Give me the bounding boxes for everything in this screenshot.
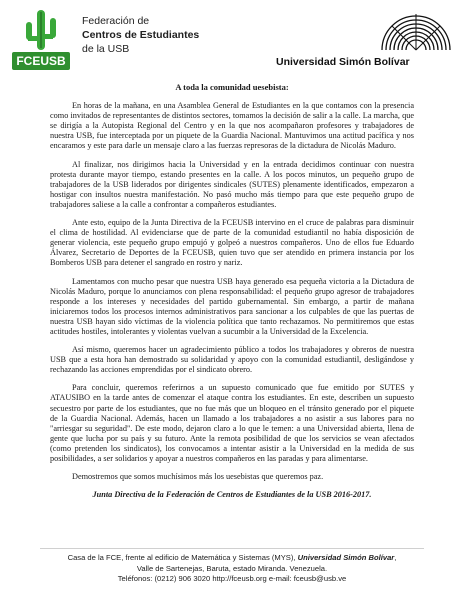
footer-address-line-1 [40, 553, 424, 564]
paragraph: Demostremos que somos muchísimos más los uesebistas que queremos paz. [72, 472, 324, 482]
footer-address-prefix: Casa de la FCE, frente al edificio de Matemática y Sistemas (MYS), [67, 553, 296, 562]
fed-line-3: de la USB [82, 43, 130, 55]
paragraph: Al finalizar, nos dirigimos hacia la Universidad y en la entrada decidimos continuar con nuestra protesta durante mayor tiempo, estando presentes en la calle. A los pocos minutos, un pequeño grupo de trabajadores de la USB liderados por dirigentes sindicales (SUTES) plenamente identificados, empezaron a hostigar con insultos nuestra manifestación. No pasó mucho más tiempo para que este pequeño grupo de trabajadores saliese a la calle a confrontar a compañeros estudiantes. [50, 159, 414, 209]
paragraph: Para concluir, queremos referirnos a un supuesto comunicado que fue emitido por SUTES y ATAUSIBO en la tarde antes de comenzar el ataque contra los estudiantes. En este, describen un supuesto secuestro por parte de los estudiantes, que no fue más que un bloqueo en el tránsito generado por el piquete de la Guardia Nacional. Además, hacen un llamado a los trabajadores a no asistir a sus labores para no "arriesgar su seguridad". De este modo, dejaron claro a lo que le temen: a una Universidad abierta, llena de gente que lucha por su país y su futuro. Ante la remota posibilidad de que los servicios se vean afectados (como pretenden los sindicatos), los convocamos a intentar asistir a la Universidad en la medida de sus posibilidades, a ser solidarios y apoyar a nuestros compañeros en las paradas y para alimentarse. [50, 383, 414, 463]
fed-line-2: Centros de Estudiantes [82, 29, 200, 41]
paragraph: Lamentamos con mucho pesar que nuestra USB haya generado esa pequeña victoria a la Dictadura de Nicolás Maduro, porque lo anunciamos con plena responsabilidad: el pequeño grupo agresor de trabajadores responde a los intereses y necesidades del partido gubernamental. Sin embargo, a partir de mañana iniciaremos todos los procesos internos administrativos para sancionar a los culpables de que las puertas de nuestra USB hayan sido víctimas de la violencia política que tanto rechazamos. No permitiremos que estas actitudes hostiles, intolerantes y violentas vuelvan a sucumbir a la Universidad de la Excelencia. [50, 276, 414, 336]
footer [40, 548, 424, 585]
signoff: Junta Directiva de la Federación de Centros de Estudiantes de la USB 2016-2017. [92, 490, 372, 500]
footer-comma: , [394, 553, 397, 562]
greeting: A toda la comunidad uesebista: [175, 82, 289, 92]
paragraph: Así mismo, queremos hacer un agradecimiento público a todos los trabajadores y obreros de nuestra USB que a esta hora han demostrado su solidaridad y apoyo con la comunidad estudiantil, desligándose y rechazando las acciones emprendidas por el sindicato obrero. [50, 345, 414, 375]
usb-emblem [376, 6, 456, 52]
federation-name [82, 14, 199, 56]
paragraph: En horas de la mañana, en una Asamblea General de Estudiantes en la que contamos con la presencia como invitados de representantes de distintos sectores, tomamos la decisión de salir a la calle. La marcha, que se dirigía a la Autopista Regional del Centro y en la que nos acompañaron profesores y trabajadores de nuestra USB, fue interceptada por un piquete de la Guardia Nacional. Mantuvimos una actitud pacífica y nos encaramos y este para darle un mensaje claro a las fuerzas represoras de la dictadura de Nicolás Maduro. [50, 101, 414, 151]
university-name: Universidad Simón Bolívar [276, 56, 410, 68]
paragraph: Ante esto, equipo de la Junta Directiva de la FCEUSB intervino en el cruce de palabras para disminuir el clima de hostilidad. Al evidenciarse que de parte de la comunidad estudiantil no había disposición de generar violencia, este pequeño grupo empujó y golpeó a nuestros compañeros. Uno de ellos fue Eduardo Álvarez, Secretario de Deportes de la FCEUSB, quien tuvo que ser atendido en primera instancia por los Bomberos USB para detener el sangrado en rostro y nariz. [50, 218, 414, 268]
footer-address-line-2: Valle de Sartenejas, Baruta, estado Miranda. Venezuela. [136, 563, 328, 573]
footer-university: Universidad Simón Bolívar [297, 553, 395, 562]
logo-text: FCEUSB [16, 54, 66, 68]
letterhead [0, 0, 463, 80]
fceusb-logo [10, 4, 72, 74]
fed-line-1: Federación de [82, 15, 150, 27]
letter-body [50, 82, 414, 508]
footer-contact: Teléfonos: (0212) 906 3020 http://fceusb.org e-mail: fceusb@usb.ve [117, 574, 347, 584]
